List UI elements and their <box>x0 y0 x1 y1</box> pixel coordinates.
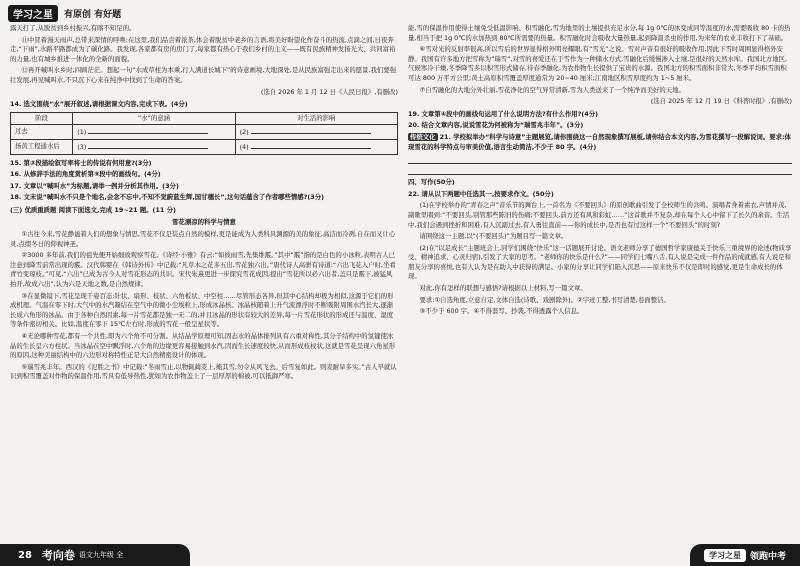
question-15: 15. 第③段描绘叙写率将士的传说有何用意?(3分) <box>10 158 152 167</box>
paragraph: ④无论哪种雪花,都有一个共性,即为六个角不可分割。从结晶学原理可知,固态水的晶体排列具有六重对称性,其分子结构中的氢键使冰晶的生长呈六方柱状。当冰晶在空中飘浮时,六个角的边缘更容易接触到水汽,因而生长速度较快,从而形成枝杈状,这就是雪花呈现六角星形的原因,这种美丽结构中的六边形对称特性正是大自然精密设计的体现。 <box>10 332 396 360</box>
table-cell: 扬黄工程通水后 <box>11 139 73 154</box>
paragraph: ⑤瑞雪兆丰年。西汉的《氾胜之书》中记载:“冬雨雪止,以物辄蔺麦上,掩其雪,勿令从风飞去。后雪复如此。则麦耐旱多实。”古人早就认识到积雪覆盖对作物的保温作用,雪具有低导热性,犹如为农作物盖上了一层厚厚的棉被,可以抵御严寒。 <box>10 362 397 381</box>
header-slogan: 有原创 有好题 <box>64 9 122 20</box>
paragraph: 露天打了,从脱贫到乡村振兴,有喀不知足的。 <box>10 24 136 32</box>
paragraph: ③在显微镜下,雪花呈现千姿百态:针状、扇形、枝状、六角板状、中空柱……尽管形态各异,但其中心结构却极为相似,这源于它们的形成机理。气温在零下时,大气中的水汽凝结在空气中的微小尘埃粒上,形成冰晶核。冰晶核随着上升气流漂浮时不断吸附周围水汽长大,逐渐长成六角形的冰晶。由于各种自然因素,每一片雪花都是独一无二的,并且冰晶的形状有较大的差异,每一片雪花形状的形成还与温度、湿度等条件密切相关。比如,温度在零下 15℃左右时,形成的雪花一般呈星状等。 <box>10 291 394 329</box>
writing-prompt: (2)在“以足成长”主题班会上,同学们围绕“快乐”这一话题展开讨论。语文老师分享了德国哲学家康德关于快乐三重境界的论述(物质享受、精神追求、心灵归宿),引发了大家的思考。“老师你的快乐是什么?”——同学们七嘴八舌,有人说是完成一件作品的成就感,有人说是和朋友分享的喜悦,也有人认为是在助人中获得的满足。小家的分享让同学们陷入沉思——原来快乐不仅是即时的感觉,更是生命成长的体现。 <box>408 243 792 281</box>
section-heading: (三) 优质重质题 阅读下面选文,完成 19~21 题。(11 分) <box>10 205 176 214</box>
paragraph: ⑦自雪融化的大地分外壮丽,雪花净化的空气异常清新,雪为人类送来了一个纯净而美好的天地。 <box>419 85 685 94</box>
question-20: 20. 结合文章内容,说说雪花为何被称为“瑞雪兆丰年”。(3分) <box>408 121 584 130</box>
paragraph: ⑥雪对光的反射率很高,所以雪后的世界显得格外明亮耀眼,有“雪光”之说。雪对声音有很好的吸收作用,因此下雪时周围显得格外安静。我国有许多地方把雪称为“瑞雪”,对雪的喜爱还在于雪作为一种储水方式,雪融化后缓慢渗入土壤,是很好的天然水库。我国北方地区,气候寒冷干燥,冬季降雪多以积雪形式储存,待春季融化,为农作物生长提供了宝贵的水源。我国北方的积雪面积非常大,冬季平均积雪面积可达 800 万平方公里;黄土高原积雪覆盖厚度通常为 20~40 厘米;江南地区积雪厚度约为 1~5 厘米。 <box>408 45 788 82</box>
question-16: 16. 从修辞手法的角度赏析第⑨段中的画线句。(4分) <box>10 170 161 179</box>
brand-logo: 学习之星 <box>8 5 58 22</box>
footer-brand: 领跑中考 <box>749 551 786 562</box>
article-title: 雪花漂凉的科学与情意 <box>172 217 236 226</box>
answer-table <box>10 112 398 155</box>
table-header: 阶段 <box>11 112 73 125</box>
table-header: 对生活的影响 <box>235 112 397 125</box>
source-citation: (选自 2026 年 1 月 12 日《人民日报》,有删改) <box>260 87 398 96</box>
question-22: 22. 请从以下两题中任选其一,按要求作文。(50分) <box>408 189 554 198</box>
question-21: 传统文化 21. 学校拟举办“科学与诗意”主题展览,请你围绕这一自然现象撰写展板,请你结合本文内容,为雪花撰写一段解说词。要求:体现雪花的科学特点与审美价值,语言生动简洁,不少于 80 字。(4分) <box>408 132 791 151</box>
header <box>8 4 121 22</box>
writing-prompt: (1)在学校举办的“青春之声”音乐节的舞台上,一首名为《不要回头》的原创歌曲引发了全校师生的共鸣。演唱者身着素衣,声情并茂,副歌里唱到:“不要回头,别管那些陈旧的伤痛;不要回头,前方还有风和彩虹……”这首歌并不复杂,却在每个人心中留下了长久的余音。生活中,我们会遇到挫折和困难,有人沉溺过去,有人勇往直前——你的成长中,是否也有过这样一个“不要回头”的时刻? <box>408 201 790 229</box>
question-14: 14. 选文围绕“水”展开叙述,请根据课文内容,完成下表。(4分) <box>10 100 188 109</box>
footer-title: 考向卷 <box>41 549 75 562</box>
paragraph: ①古往今来,雪花静谧着人们的想象与情思,雪花不仅是装点自然的模样,更是能成为人类科具渊源的美的象征,高洁而冷冽,自在而又让心灵,点缀冬日的仰视神圣。 <box>10 230 396 248</box>
table-header: “水”的意涵 <box>73 112 235 125</box>
requirements: 要求:①自选角度,立意自定,文体自选(诗歌、戏剧除外)。②字迹工整,书写清楚,卷面整洁。 <box>419 295 670 304</box>
table-cell: 过去 <box>11 125 73 140</box>
writing-prompt: 请围绕这一主题,以“(不要回头)”为题目写一篇文章。 <box>419 232 568 241</box>
table-cell[interactable]: (2) <box>235 125 397 140</box>
paragraph: ②3000 多年前,我们的祖先便开始细致观察雪花。《诗经·小雅》有云:“如彼雨雪,先集维霰。”其中“霰”指的是白色的小冰粒,表明古人已注意到降雪前常出现的霰。汉代韩婴在《韩诗外传》中记载:“凡草木之花多五出,雪花独六出。”唐代诗人高骈有诗道:“六出飞花入户时,坐看青竹变琼枝。”可见,“六出”已成为古今人对雪花形态的共识。宋代朱熹更进一步探究雪花成因,提出“雪花所以必六出者,盖只是霰下,被猛风拍开,故成六出”,认为六是天地之数,是自然规律。 <box>10 251 396 289</box>
paragraph: 能,雪的保温作用使得土壤免受低温影响、积雪融化,雪为地里的土壤提供充足水分,每 1g 0℃的冰变成同等温度的水,需要吸收 80 卡的热量,相当于把 1g 0℃的水加热到 80℃所需要的热量。积雪融化时会吸收大量热量,起到降温杀虫的作用,为来年的农业丰收打下了基础。 <box>408 24 791 42</box>
footer-left <box>0 544 190 566</box>
footer-logo: 学习之星 <box>704 549 746 562</box>
answer-line[interactable] <box>408 154 792 164</box>
writing-prompt: 对此,你有怎样的联想与感悟?请根据以上材料,写一篇文章。 <box>419 284 587 293</box>
left-column <box>10 24 398 384</box>
footer-subtitle: 语文九年级 全 <box>78 551 124 559</box>
question-17: 17. 文章以“喊叫水”为标题,请举一例并分析其作用。(3分) <box>10 181 179 190</box>
right-column <box>408 24 792 319</box>
answer-line[interactable] <box>408 165 792 175</box>
source-citation: (选自 2025 年 12 月 19 日《科普时报》,有删改) <box>650 97 792 106</box>
section-heading: 四、写作(50分) <box>408 178 455 187</box>
paragraph: ⑫再开喊叫水乡时,四顾茫茫。想起一句“水成草柱为本乘,行人满道长城下”的诗意画境,大地深处,是从民族富强走出来的愿景,我们要强壮发展,再见喊叫水,不只沉下心来在纯净中找到了生命的答案。 <box>10 66 397 84</box>
table-cell[interactable]: (1) <box>73 125 235 140</box>
footer-right <box>690 544 800 566</box>
question-19: 19. 文章第④段中的画线句运用了什么说明方法?有什么作用?(4分) <box>408 109 599 118</box>
table-cell[interactable]: (4) <box>235 139 397 154</box>
table-cell[interactable]: (3) <box>73 139 235 154</box>
question-18: 18. 文末说“喊叫水不只是个地名,会念不忘中,不知不觉蔚蓝生辉,国甘穗长”,这句话蕴含了作者哪些情感?(3分) <box>10 193 325 202</box>
paragraph: ⑪中冒着漫天雨声,总带来深情的呼唤:在这里,我们品尝着浓茶,体会着脱贫中老乡的言语,将美好盼望化作奋斗的热流,点滴之间,日夜奔走,“下雨”,水路平路都成为了碳化路。我发现,各家都有房的房门了,每家都有热心于我们乡村的主义——既有民族精神发扬光大、共同富裕的力量,也有城乡推进一体化的全新的面貌。 <box>10 35 396 63</box>
requirements: ③不少于 600 字。④不得套写、抄袭,不得透露个人信息。 <box>419 307 584 316</box>
topic-tag: 传统文化 <box>410 132 436 141</box>
page-number: 28 <box>18 549 32 561</box>
